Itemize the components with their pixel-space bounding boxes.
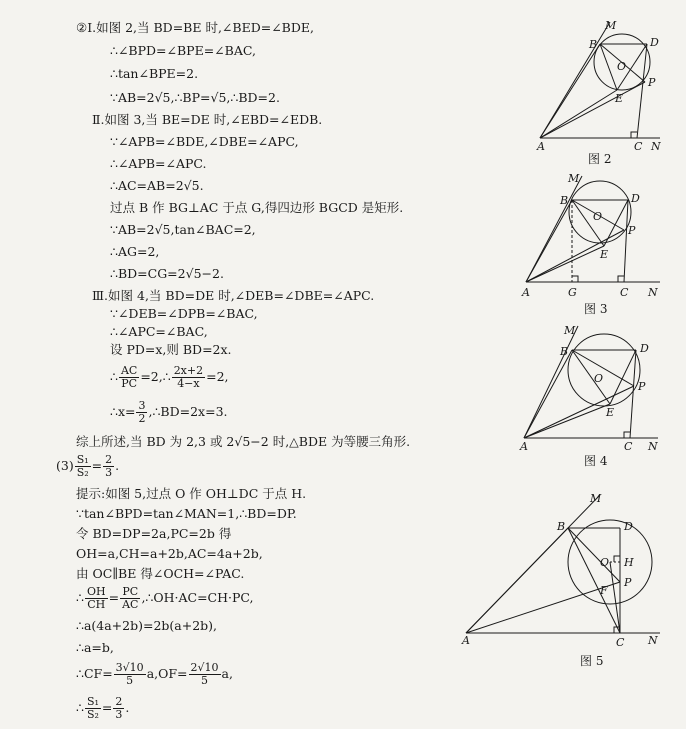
line-20-a: (3)	[56, 458, 74, 473]
label-a: A	[462, 634, 470, 647]
line-15: ∴∠APC=∠BAC,	[110, 324, 208, 339]
fraction-numerator: 3	[138, 399, 146, 412]
line-28: ∴a=b,	[76, 640, 114, 655]
line-25: 由 OC∥BE 得∠OCH=∠PAC.	[76, 566, 245, 581]
fraction-numerator: AC	[120, 364, 138, 377]
line-13: Ⅲ.如图 4,当 BD=DE 时,∠DEB=∠DBE=∠APC.	[92, 288, 375, 303]
fraction-ac-pc	[119, 365, 139, 390]
right-angle-mark-g	[572, 276, 578, 282]
line-12: ∴BD=CG=2√5−2.	[110, 266, 224, 281]
line-4: ∵AB=2√5,∴BP=√5,∴BD=2.	[110, 90, 280, 105]
line-19: 综上所述,当 BD 为 2,3 或 2√5−2 时,△BDE 为等腰三角形.	[76, 434, 411, 449]
line-17	[110, 363, 229, 391]
line-29	[76, 660, 233, 688]
line-18-b: ,∴BD=2x=3.	[148, 404, 228, 419]
line-ae	[524, 404, 610, 438]
label-n: N	[651, 140, 661, 153]
label-b: B	[560, 345, 569, 358]
fraction-denominator: 5	[201, 674, 209, 687]
fraction-denominator: 5	[126, 674, 134, 687]
line-10: ∵AB=2√5,tan∠BAC=2,	[110, 222, 256, 237]
label-f: F	[600, 584, 608, 597]
label-n: N	[648, 440, 658, 452]
line-3: ∴tan∠BPE=2.	[110, 66, 199, 81]
right-angle-mark	[618, 276, 624, 282]
line-20-c: .	[115, 458, 120, 473]
fraction-2-3	[103, 454, 114, 479]
line-18-a: ∴x=	[110, 404, 136, 419]
right-angle-mark-h	[614, 556, 620, 562]
line-29-c: a,	[221, 666, 233, 681]
fraction-s1-s2	[75, 454, 91, 479]
label-c: C	[616, 636, 625, 649]
label-m: M	[568, 172, 580, 185]
fraction-3sqrt10-5	[114, 662, 146, 687]
line-14: ∵∠DEB=∠DPB=∠BAC,	[110, 306, 258, 321]
line-be	[572, 200, 604, 246]
fraction-numerator: 2√10	[190, 661, 219, 674]
label-d: D	[631, 192, 640, 205]
label-e: E	[606, 406, 615, 419]
line-9: 过点 B 作 BG⊥AC 于点 G,得四边形 BGCD 是矩形.	[110, 200, 404, 215]
line-23: 令 BD=DP=2a,PC=2b 得	[76, 526, 232, 541]
line-ab	[524, 350, 572, 438]
line-24: OH=a,CH=a+2b,AC=4a+2b,	[76, 546, 263, 561]
fraction-numerator: PC	[120, 586, 140, 599]
label-m: M	[605, 20, 617, 32]
label-a: A	[520, 440, 528, 452]
fraction-2sqrt10-5	[189, 662, 221, 687]
line-ap	[466, 582, 620, 633]
fraction-denominator: S₂	[76, 466, 89, 479]
line-26	[76, 584, 254, 612]
line-ab	[540, 44, 600, 138]
fraction-numerator: OH	[86, 585, 106, 598]
label-b: B	[557, 520, 566, 533]
label-e: E	[615, 92, 624, 105]
fraction-oh-ch	[85, 586, 108, 611]
label-h: H	[624, 556, 634, 569]
fraction-numerator: 2x+2	[173, 364, 204, 377]
fraction-numerator: S₁	[76, 453, 89, 466]
line-be	[572, 350, 610, 404]
label-d: D	[624, 520, 633, 533]
line-1: ②Ⅰ.如图 2,当 BD=BE 时,∠BED=∠BDE,	[76, 20, 314, 35]
fraction-2x2-4x	[172, 365, 205, 390]
line-22: ∵tan∠BPD=tan∠MAN=1,∴BD=DP.	[76, 506, 297, 521]
line-am	[540, 22, 610, 138]
line-26-b: =	[108, 590, 120, 605]
line-dc	[624, 200, 628, 282]
fraction-denominator: CH	[87, 598, 106, 611]
fraction-2-3	[113, 696, 124, 721]
line-ap	[540, 82, 645, 138]
figure-4-caption: 图 4	[584, 454, 608, 468]
label-a: A	[537, 140, 545, 153]
line-5: Ⅱ.如图 3,当 BE=DE 时,∠EBD=∠EDB.	[92, 112, 323, 127]
fraction-s1-s2	[85, 696, 101, 721]
label-n: N	[648, 286, 658, 299]
fraction-3-2	[136, 400, 147, 425]
figure-3-caption: 图 3	[584, 302, 608, 316]
line-8: ∴AC=AB=2√5.	[110, 178, 204, 193]
label-c: C	[620, 286, 629, 299]
line-dc	[637, 44, 647, 138]
line-26-c: ,∴OH·AC=CH·PC,	[141, 590, 254, 605]
line-21: 提示:如图 5,过点 O 作 OH⊥DC 于点 H.	[76, 486, 307, 501]
line-16: 设 PD=x,则 BD=2x.	[110, 342, 232, 357]
line-17-b: =2,∴	[140, 369, 171, 384]
figure-2	[535, 20, 665, 170]
fraction-denominator: 3	[105, 466, 113, 479]
label-d: D	[640, 342, 649, 355]
fraction-numerator: 3√10	[115, 661, 144, 674]
label-n: N	[648, 634, 658, 647]
line-de	[610, 350, 636, 404]
label-o: O	[594, 372, 604, 385]
right-angle-mark	[631, 132, 637, 138]
figure-5-caption: 图 5	[580, 654, 604, 668]
label-e: E	[600, 248, 609, 261]
fraction-denominator: S₂	[86, 708, 99, 721]
line-6: ∵∠APB=∠BDE,∠DBE=∠APC,	[110, 134, 299, 149]
line-7: ∴∠APB=∠APC.	[110, 156, 207, 171]
label-b: B	[589, 38, 598, 51]
line-29-b: a,OF=	[146, 666, 188, 681]
fraction-numerator: 2	[105, 453, 113, 466]
line-20	[56, 452, 119, 480]
label-d: D	[650, 36, 659, 49]
line-30	[76, 694, 129, 722]
fraction-denominator: 3	[115, 708, 123, 721]
label-b: B	[560, 194, 569, 207]
fraction-numerator: S₁	[86, 695, 99, 708]
label-o: O	[600, 556, 610, 569]
label-p: P	[624, 576, 632, 589]
fraction-denominator: 2	[138, 412, 146, 425]
line-11: ∴AG=2,	[110, 244, 160, 259]
line-ae	[540, 90, 617, 138]
line-bp	[568, 528, 620, 582]
line-ae	[526, 246, 604, 282]
label-m: M	[590, 492, 602, 505]
fraction-denominator: PC	[121, 377, 138, 390]
line-17-a: ∴	[110, 369, 118, 384]
line-30-b: =	[101, 700, 113, 715]
line-2: ∴∠BPD=∠BPE=∠BAC,	[110, 43, 256, 58]
line-26-a: ∴	[76, 590, 84, 605]
fraction-denominator: AC	[122, 598, 139, 611]
line-17-c: =2,	[206, 369, 229, 384]
line-29-a: ∴CF=	[76, 666, 113, 681]
line-18	[110, 398, 228, 426]
label-p: P	[638, 380, 646, 393]
label-o: O	[593, 210, 603, 223]
line-30-a: ∴	[76, 700, 84, 715]
label-c: C	[634, 140, 643, 153]
fraction-numerator: 2	[115, 695, 123, 708]
label-g: G	[568, 286, 577, 299]
line-30-c: .	[125, 700, 130, 715]
figure-3	[520, 172, 665, 300]
label-c: C	[624, 440, 633, 452]
line-ab	[466, 528, 568, 633]
label-m: M	[564, 324, 576, 337]
figure-5	[460, 490, 665, 650]
fraction-denominator: 4−x	[177, 377, 200, 390]
line-27: ∴a(4a+2b)=2b(a+2b),	[76, 618, 218, 633]
label-p: P	[648, 76, 656, 89]
figure-4	[518, 322, 665, 452]
line-20-b: =	[91, 458, 103, 473]
right-angle-mark	[624, 432, 630, 438]
label-a: A	[522, 286, 530, 299]
figure-2-caption: 图 2	[588, 152, 612, 166]
label-p: P	[628, 224, 636, 237]
fraction-pc-ac	[120, 586, 140, 611]
line-ap	[524, 386, 634, 438]
label-o: O	[617, 60, 627, 73]
